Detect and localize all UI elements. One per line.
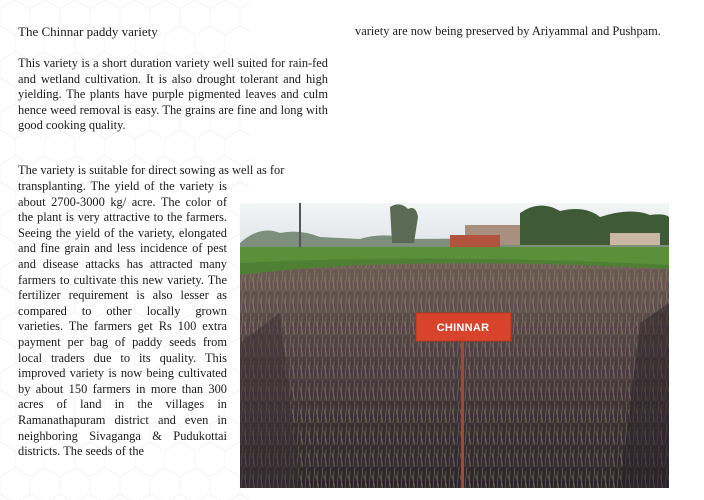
sign-text: CHINNAR xyxy=(436,322,490,334)
paragraph-1: This variety is a short duration variety well suited for rain-fed and wetland cultivation. It is also drought tolerant and high yielding. The plants have purple pigmented leaves and culm hence weed removal is easy. The grains are fine and long with good cooking quality. xyxy=(18,56,328,133)
column-2-text: variety are now being preserved by Ariyammal and Pushpam. xyxy=(355,24,661,38)
paragraph-2-lead: The variety is suitable for direct sowing as well as for xyxy=(18,163,285,177)
article-heading: The Chinnar paddy variety xyxy=(18,24,158,39)
paragraph-2-body: transplanting. The yield of the variety is about 2700-3000 kg/ acre. The color of the plant is very attractive to the farmers. Seeing the yield of the variety, elongated and fine grain and less incidence of pest and disease attacks has attracted many farmers to cultivate this new variety. The fertilizer requirement is also lesser as compared to other locally grown varieties. The farmers get Rs 100 extra payment per bag of paddy seeds from local traders due to its quality. This improved variety is now being cultivated by about 150 farmers in more than 300 acres of land in the villages in Ramanathapuram district and even in neighboring Sivaganga & Pudukottai districts. The seeds of the xyxy=(18,179,227,459)
paddy-field-photo xyxy=(240,203,669,488)
sign-post xyxy=(461,339,464,488)
